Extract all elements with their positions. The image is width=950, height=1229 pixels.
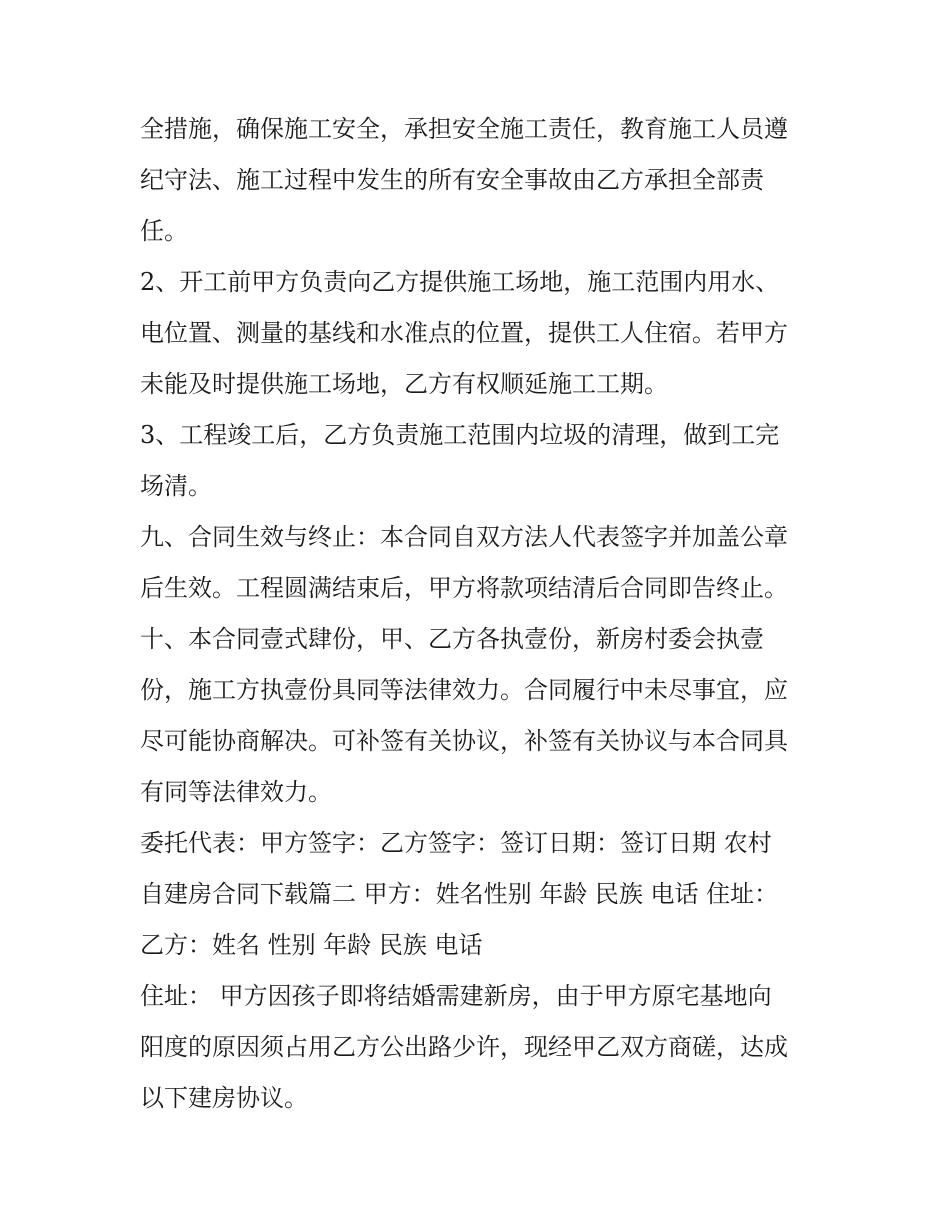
text-line: 份，施工方执壹份具同等法律效力。合同履行中未尽事宜，应 [140,676,788,704]
text-line: 委托代表：甲方签字：乙方签字：签订日期：签订日期 农村 [140,829,772,857]
text-line: 任。 [140,217,188,245]
text-line: 2、开工前甲方负责向乙方提供施工场地，施工范围内用水、 [140,268,780,296]
text-line: 自建房合同下载篇二 甲方：姓名性别 年龄 民族 电话 住址： [140,880,779,908]
document-body [140,104,820,1124]
text-line: 九、合同生效与终止：本合同自双方法人代表签字并加盖公章 [140,523,788,551]
text-line: 十、本合同壹式肆份，甲、乙方各执壹份，新房村委会执壹 [140,625,764,653]
text-line: 乙方：姓名 性别 年龄 民族 电话 [140,931,483,959]
text-line: 阳度的原因须占用乙方公出路少许，现经甲乙双方商磋，达成 [140,1033,788,1061]
text-line: 尽可能协商解决。可补签有关协议，补签有关协议与本合同具 [140,727,788,755]
text-line: 全措施，确保施工安全，承担安全施工责任，教育施工人员遵 [140,115,788,143]
text-line: 有同等法律效力。 [140,778,332,806]
text-line: 纪守法、施工过程中发生的所有安全事故由乙方承担全部责 [140,166,764,194]
text-line: 以下建房协议。 [140,1084,308,1112]
text-line: 未能及时提供施工场地，乙方有权顺延施工工期。 [140,370,668,398]
text-line: 后生效。工程圆满结束后，甲方将款项结清后合同即告终止。 [140,574,788,602]
text-line: 场清。 [140,472,212,500]
text-line: 电位置、测量的基线和水准点的位置，提供工人住宿。若甲方 [140,319,788,347]
text-line: 住址： 甲方因孩子即将结婚需建新房，由于甲方原宅基地向 [140,982,772,1010]
text-line: 3、工程竣工后，乙方负责施工范围内垃圾的清理，做到工完 [140,421,780,449]
